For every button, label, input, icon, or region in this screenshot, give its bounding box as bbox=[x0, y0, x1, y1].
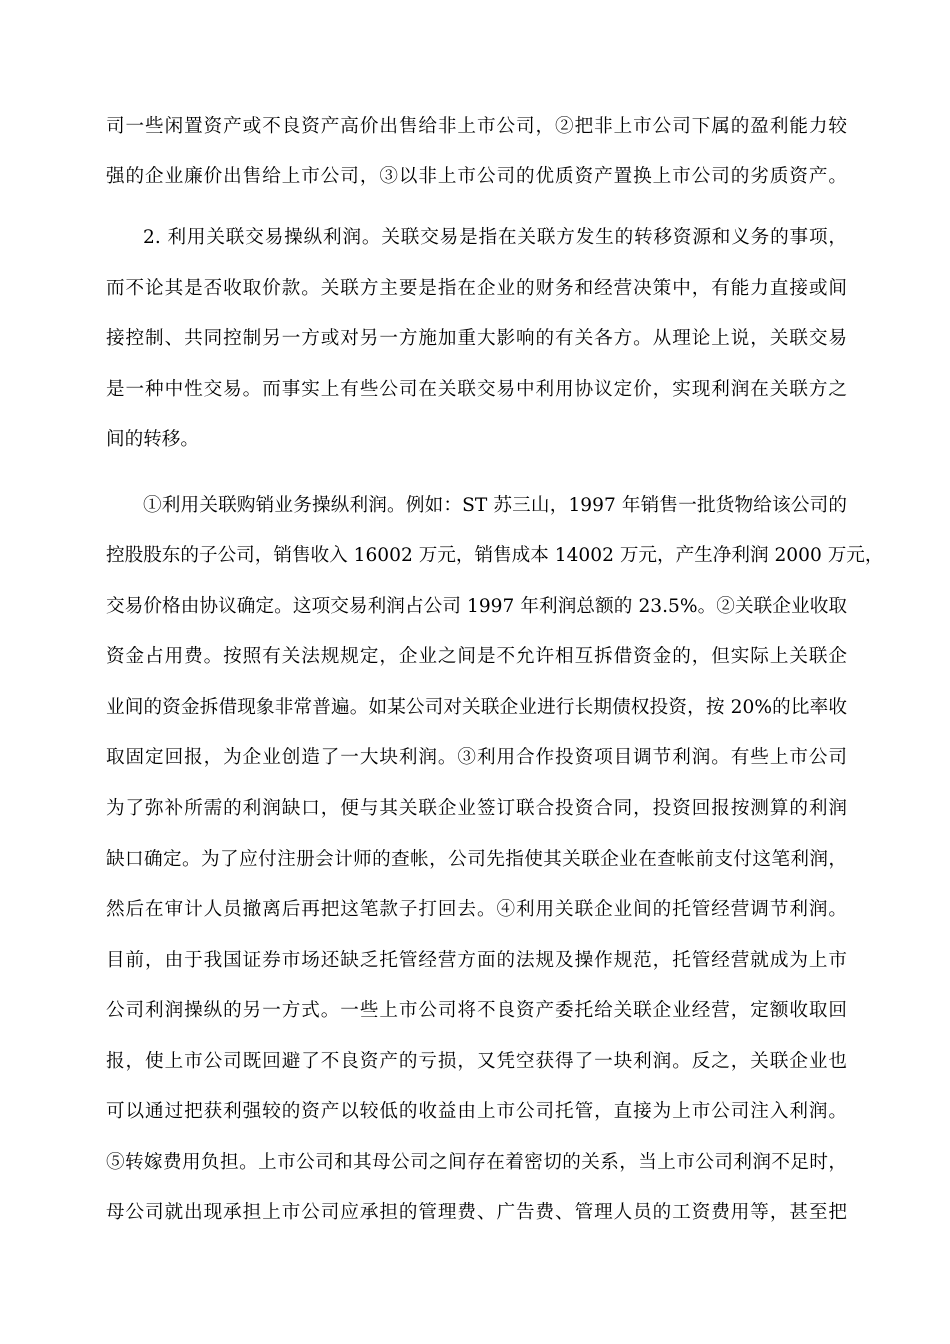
text-line bbox=[0, 640, 950, 674]
text-line-content: ⑤转嫁费用负担。上市公司和其母公司之间存在着密切的关系，当上市公司利润不足时， bbox=[106, 1152, 847, 1173]
text-line bbox=[0, 994, 950, 1028]
text-line-content: 资金占用费。按照有关法规规定，企业之间是不允许相互拆借资金的，但实际上关联企 bbox=[106, 646, 847, 667]
text-line bbox=[0, 322, 950, 356]
text-line-content: 缺口确定。为了应付注册会计师的查帐，公司先指使其关联企业在查帐前支付这笔利润， bbox=[106, 849, 847, 870]
text-line-content: 为了弥补所需的利润缺口，便与其关联企业签订联合投资合同，投资回报按测算的利润 bbox=[106, 798, 847, 819]
text-line-content: 司一些闲置资产或不良资产高价出售给非上市公司，②把非上市公司下属的盈利能力较 bbox=[106, 116, 847, 137]
text-line-content: 2. 利用关联交易操纵利润。关联交易是指在关联方发生的转移资源和义务的事项， bbox=[143, 227, 847, 248]
text-line-content: 公司利润操纵的另一方式。一些上市公司将不良资产委托给关联企业经营，定额收取回 bbox=[106, 1000, 847, 1021]
text-line bbox=[0, 741, 950, 775]
text-line bbox=[0, 691, 950, 725]
text-line bbox=[0, 423, 950, 457]
text-line-content: 然后在审计人员撤离后再把这笔款子打回去。④利用关联企业间的托管经营调节利润。 bbox=[106, 899, 847, 920]
text-line bbox=[0, 221, 950, 255]
text-line-content: 是一种中性交易。而事实上有些公司在关联交易中利用协议定价，实现利润在关联方之 bbox=[106, 379, 847, 400]
text-line bbox=[0, 160, 950, 194]
text-line-content: 报，使上市公司既回避了不良资产的亏损，又凭空获得了一块利润。反之，关联企业也 bbox=[106, 1051, 847, 1072]
text-line-content: 交易价格由协议确定。这项交易利润占公司 1997 年利润总额的 23.5%。②关联企业收取 bbox=[106, 596, 847, 617]
text-line bbox=[0, 1196, 950, 1230]
text-line-content: 而不论其是否收取价款。关联方主要是指在企业的财务和经营决策中，有能力直接或间 bbox=[106, 278, 847, 299]
text-line bbox=[0, 489, 950, 523]
text-line bbox=[0, 944, 950, 978]
text-line bbox=[0, 373, 950, 407]
text-line bbox=[0, 110, 950, 144]
text-line-content: 控股股东的子公司，销售收入 16002 万元，销售成本 14002 万元，产生净利润 2000 万元， bbox=[106, 545, 884, 566]
text-line bbox=[0, 843, 950, 877]
text-line bbox=[0, 893, 950, 927]
text-line-content: 接控制、共同控制另一方或对另一方施加重大影响的有关各方。从理论上说，关联交易 bbox=[106, 328, 847, 349]
text-line-content: 业间的资金拆借现象非常普遍。如某公司对关联企业进行长期债权投资，按 20%的比率收 bbox=[106, 697, 847, 718]
text-line bbox=[0, 1095, 950, 1129]
text-line-content: 间的转移。 bbox=[106, 429, 199, 450]
text-line-content: 母公司就出现承担上市公司应承担的管理费、广告费、管理人员的工资费用等，甚至把 bbox=[106, 1202, 847, 1223]
text-line bbox=[0, 272, 950, 306]
text-line bbox=[0, 1045, 950, 1079]
text-line bbox=[0, 590, 950, 624]
text-line bbox=[0, 1146, 950, 1180]
text-line-content: 取固定回报，为企业创造了一大块利润。③利用合作投资项目调节利润。有些上市公司 bbox=[106, 747, 847, 768]
text-line-content: 可以通过把获利强较的资产以较低的收益由上市公司托管，直接为上市公司注入利润。 bbox=[106, 1101, 847, 1122]
text-line-content: 目前，由于我国证券市场还缺乏托管经营方面的法规及操作规范，托管经营就成为上市 bbox=[106, 950, 847, 971]
text-line bbox=[0, 792, 950, 826]
text-line bbox=[0, 539, 950, 573]
text-line-content: 强的企业廉价出售给上市公司，③以非上市公司的优质资产置换上市公司的劣质资产。 bbox=[106, 166, 847, 187]
text-line-content: ①利用关联购销业务操纵利润。例如：ST 苏三山，1997 年销售一批货物给该公司的 bbox=[143, 495, 847, 516]
